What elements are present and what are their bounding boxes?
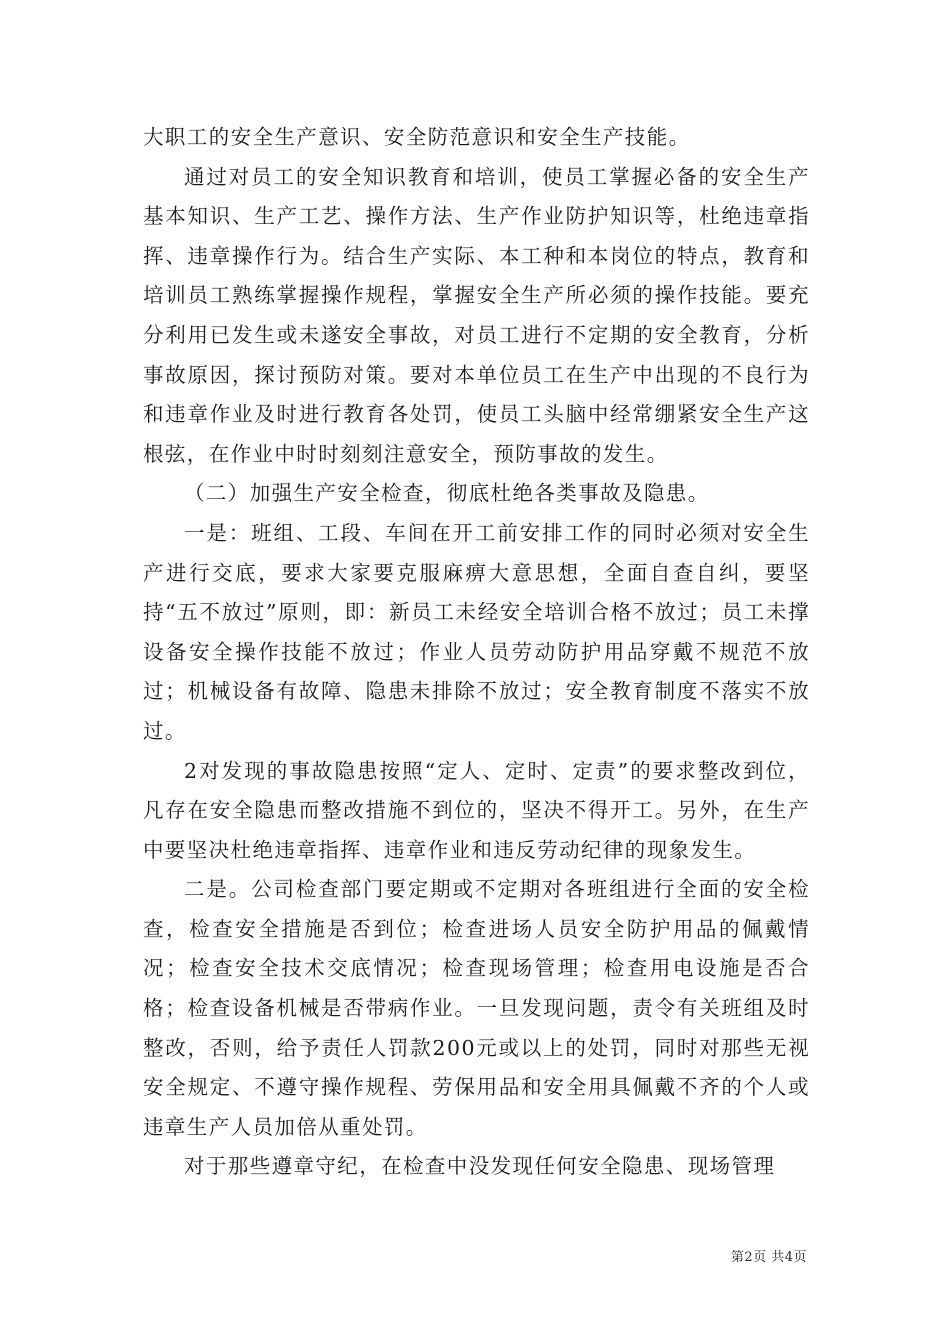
paragraph-training: 通过对员工的安全知识教育和培训，使员工掌握必备的安全生产基本知识、生产工艺、操作方法、生产作业防护知识等，杜绝违章指挥、违章操作行为。结合生产实际、本工种和本岗位的特点，教育和培训员工熟练掌握操作规程，掌握安全生产所必须的操作技能。要充分利用已发生或未遂安全事故，对员工进行不定期的安全教育，分析事故原因，探讨预防对策。要对本单位员工在生产中出现的不良行为和违章作业及时进行教育各处罚，使员工头脑中经常绷紧安全生产这根弦，在作业中时时刻刻注意安全，预防事故的发生。 bbox=[143, 164, 810, 466]
document-body bbox=[143, 118, 810, 1187]
section-heading: （二）加强生产安全检查，彻底杜绝各类事故及隐患。 bbox=[184, 481, 710, 506]
paragraph-item-rectification: 2对发现的事故隐患按照“定人、定时、定责”的要求整改到位，凡存在安全隐患而整改措施不到位的，坚决不得开工。另外，在生产中要坚决杜绝违章指挥、违章作业和违反劳动纪律的现象发生。 bbox=[143, 758, 810, 862]
paragraph-continuation: 大职工的安全生产意识、安全防范意识和安全生产技能。 bbox=[143, 125, 691, 149]
page-number: 第2页 共4页 bbox=[730, 1250, 807, 1265]
paragraph-rewards: 对于那些遵章守纪，在检查中没发现任何安全隐患、现场管理 bbox=[184, 1154, 776, 1179]
paragraph-item-two: 二是。公司检查部门要定期或不定期对各班组进行全面的安全检查，检查安全措施是否到位；检查进场人员安全防护用品的佩戴情况；检查安全技术交底情况；检查现场管理；检查用电设施是否合格；检查设备机械是否带病作业。一旦发现问题，责令有关班组及时整改，否则，给予责任人罚款200元或以上的处罚，同时对那些无视安全规定、不遵守操作规程、劳保用品和安全用具佩戴不齐的个人或违章生产人员加倍从重处罚。 bbox=[143, 877, 810, 1139]
paragraph-item-one: 一是：班组、工段、车间在开工前安排工作的同时必须对安全生产进行交底，要求大家要克服麻痹大意思想，全面自查自纠，要坚持“五不放过”原则，即：新员工未经安全培训合格不放过；员工未撑设备安全操作技能不放过；作业人员劳动防护用品穿戴不规范不放过；机械设备有故障、隐患未排除不放过；安全教育制度不落实不放过。 bbox=[143, 520, 810, 743]
